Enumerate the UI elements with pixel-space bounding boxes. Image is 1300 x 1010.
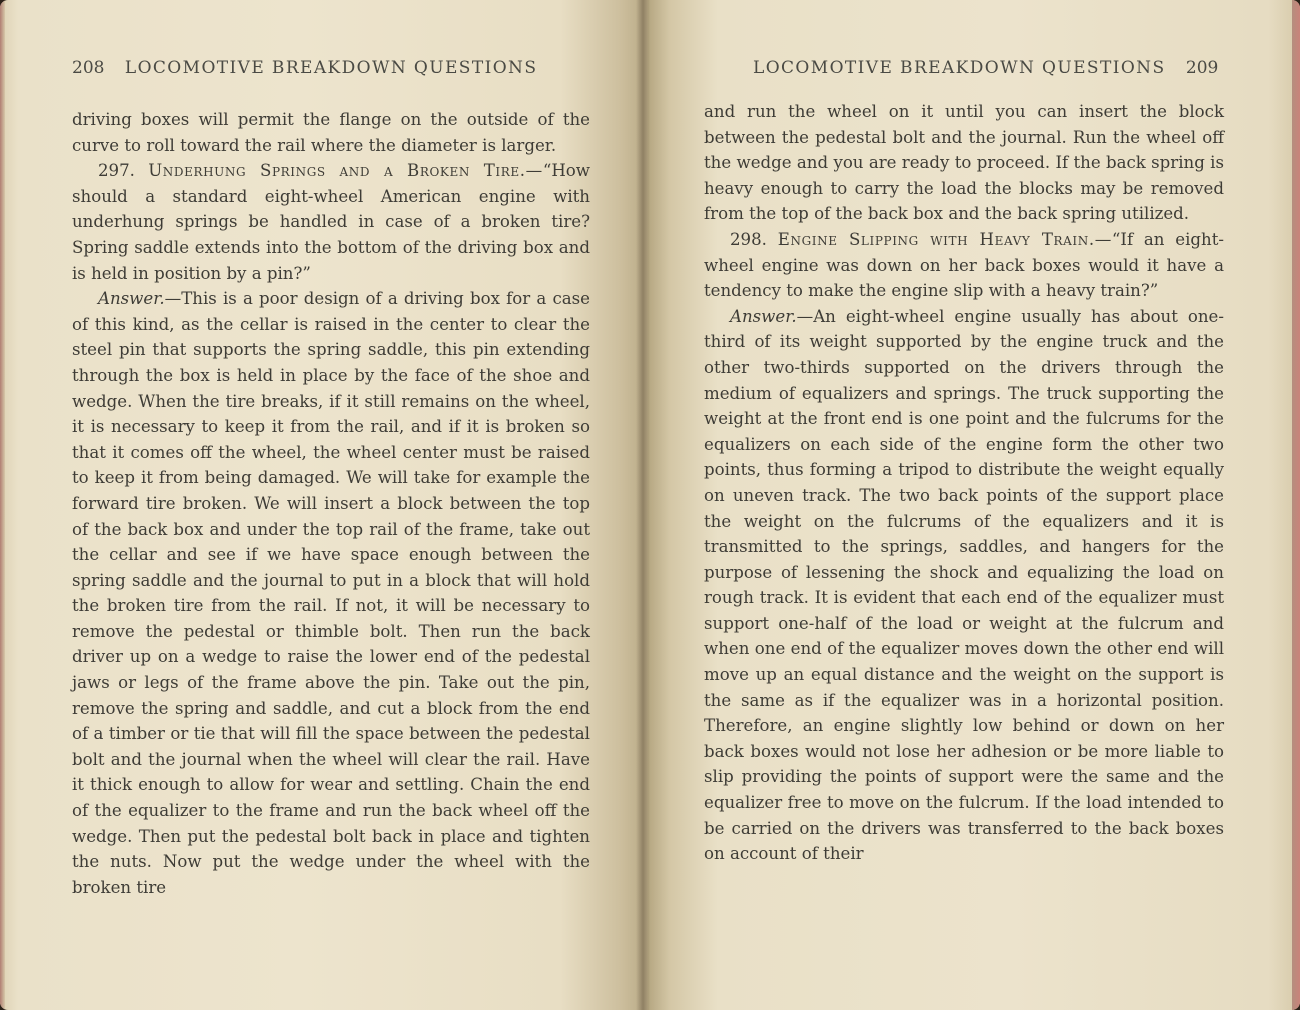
question-297-text: “How should a standard eight-wheel American engine with underhung springs be handled in case of a broken tire? Spring saddle extends into the bottom of the driving box and is held in position by a pin?” bbox=[72, 161, 590, 283]
question-297-paragraph bbox=[72, 158, 590, 286]
book-gutter bbox=[636, 0, 650, 1010]
right-page-edge bbox=[1292, 0, 1300, 1010]
right-body-text bbox=[704, 99, 1224, 867]
left-body-text bbox=[72, 107, 590, 900]
left-page bbox=[0, 0, 648, 1010]
answer-297-paragraph bbox=[72, 286, 590, 900]
question-297-heading: Underhung Springs and a Broken Tire.— bbox=[148, 161, 543, 181]
answer-298-paragraph bbox=[704, 304, 1224, 867]
question-298-heading: Engine Slipping with Heavy Train.— bbox=[777, 229, 1112, 249]
left-running-title: LOCOMOTIVE BREAKDOWN QUESTIONS bbox=[124, 58, 538, 78]
answer-298-label: Answer. bbox=[730, 306, 797, 326]
right-running-title: LOCOMOTIVE BREAKDOWN QUESTIONS bbox=[753, 58, 1166, 78]
left-page-edge bbox=[0, 0, 5, 1010]
question-298-paragraph bbox=[704, 227, 1224, 304]
left-continuation-paragraph: driving boxes will permit the flange on the outside of the curve to roll toward the rail where the diameter is larger. bbox=[72, 110, 590, 155]
right-running-head bbox=[753, 58, 1218, 78]
left-page-number: 208 bbox=[72, 58, 105, 78]
right-page bbox=[648, 0, 1300, 1010]
question-298-text: “If an eight-wheel engine was down on her back boxes would it have a tendency to make the engine slip with a heavy train?” bbox=[704, 229, 1224, 301]
right-continuation-paragraph: and run the wheel on it until you can insert the block between the pedestal bolt and the journal. Run the wheel off the wedge and you are ready to proceed. If the back spring is heavy enough to carry the load the blocks may be removed from the top of the back box and the back spring utilized. bbox=[704, 102, 1224, 224]
question-297-number: 297. bbox=[98, 161, 135, 181]
answer-297-text: —This is a poor design of a driving box for a case of this kind, as the cellar is raised in the center to clear the steel pin that supports the spring saddle, this pin extending through the box is held in place by the face of the shoe and wedge. When the tire breaks, if it still remains on the wheel, it is necessary to keep it from the rail, and if it is broken so that it comes off the wheel, the wheel center must be raised to keep it from being damaged. We will take for example the forward tire broken. We will insert a block between the top of the back box and under the top rail of the frame, take out the cellar and see if we have space enough between the spring saddle and the journal to put in a block that will hold the broken tire from the rail. If not, it will be necessary to remove the pedestal or thimble bolt. Then run the back driver up on a wedge to raise the lower end of the pedestal jaws or legs of the frame above the pin. Take out the pin, remove the spring and saddle, and cut a block from the end of a timber or tie that will fill the space between the pedestal bolt and the journal when the wheel will clear the rail. Have it thick enough to allow for wear and settling. Chain the end of the equalizer to the frame and run the back wheel off the wedge. Then put the pedestal bolt back in place and tighten the nuts. Now put the wedge under the wheel with the broken tire bbox=[72, 289, 590, 897]
left-running-head bbox=[72, 58, 537, 78]
right-page-number: 209 bbox=[1185, 58, 1219, 78]
question-298-number: 298. bbox=[730, 229, 767, 249]
answer-298-text: —An eight-wheel engine usually has about one-third of its weight supported by the engine truck and the other two-thirds supported on the drivers through the medium of equalizers and springs. The truck supporting the weight at the front end is one point and the fulcrums for the equalizers on each side of the engine form the other two points, thus forming a tripod to distribute the weight equally on uneven track. The two back points of the support place the weight on the fulcrums of the equalizers and it is transmitted to the springs, saddles, and hangers for the purpose of lessening the shock and equalizing the load on rough track. It is evident that each end of the equalizer must support one-half of the load or weight at the fulcrum and when one end of the equalizer moves down the other end will move up an equal distance and the weight on the support is the same as if the equalizer was in a horizontal position. Therefore, an engine slightly low behind or down on her back boxes would not lose her adhesion or be more liable to slip providing the points of support were the same and the equalizer free to move on the fulcrum. If the load intended to be carried on the drivers was transferred to the back boxes on account of their bbox=[704, 306, 1224, 864]
answer-297-label: Answer. bbox=[98, 289, 165, 309]
